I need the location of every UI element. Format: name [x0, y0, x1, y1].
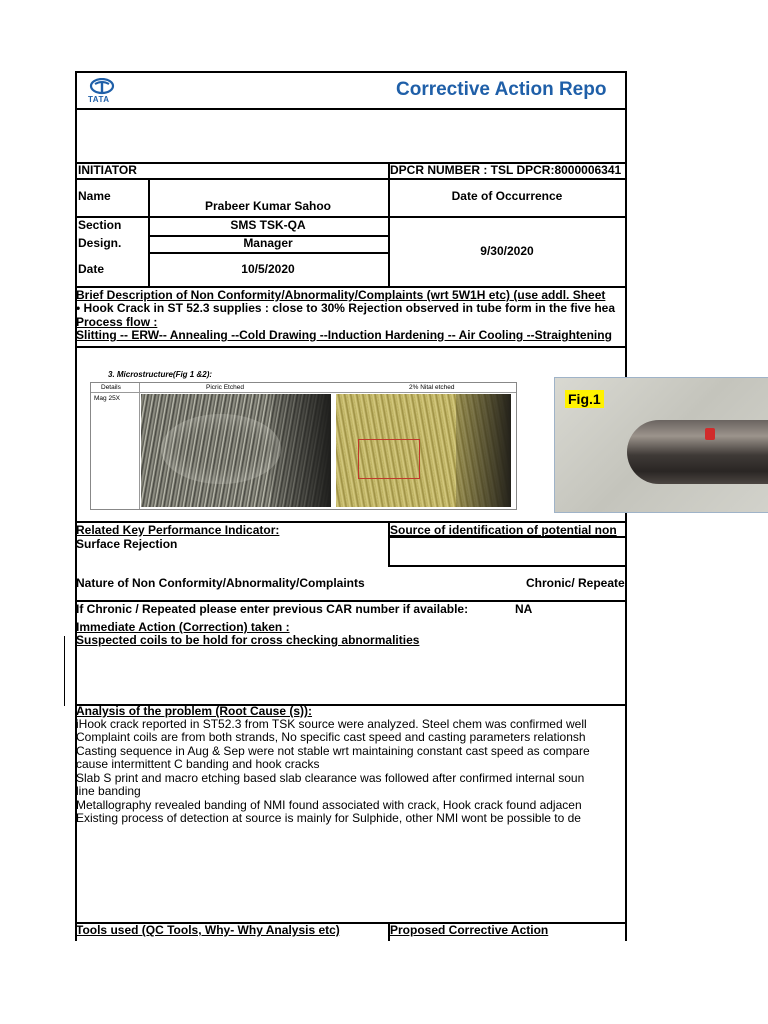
dpcr-number: DPCR NUMBER : TSL DPCR:8000006341: [390, 163, 622, 177]
immediate-action-value: Suspected coils to be hold for cross checking abnormalities: [76, 633, 420, 647]
analysis-line: Slab S print and macro etching based slab clearance was followed after confirmed internal soun: [76, 771, 585, 785]
previous-car-value: NA: [515, 602, 533, 616]
kpi-label: Related Key Performance Indicator:: [76, 523, 280, 537]
image-area-top-line: [75, 346, 627, 348]
analysis-line: Complaint coils are from both strands, No specific cast speed and casting parameters relationsh: [76, 730, 586, 744]
analysis-line: Casting sequence in Aug & Sep were not stable wrt maintaining constant cast speed as compare: [76, 744, 590, 758]
analysis-line: Metallography revealed banding of NMI found associated with crack, Hook crack found adjacen: [76, 798, 582, 812]
microstructure-figure: [90, 368, 520, 510]
immediate-action-heading: Immediate Action (Correction) taken :: [76, 620, 290, 634]
kpi-source-bottom-line: [388, 565, 627, 567]
name-value: Prabeer Kumar Sahoo: [204, 199, 332, 213]
section-label: Section: [78, 218, 122, 232]
fig1-photo: [554, 377, 768, 513]
process-flow-text: Slitting -- ERW-- Annealing --Cold Drawing --Induction Hardening -- Air Cooling --Straightening: [76, 328, 612, 342]
fig1-label: Fig.1: [565, 390, 604, 408]
microstructure-table: [90, 382, 517, 510]
analysis-heading: Analysis of the problem (Root Cause (s)):: [76, 704, 313, 718]
initiator-label: INITIATOR: [78, 163, 137, 177]
previous-car-label: If Chronic / Repeated please enter previous CAR number if available:: [76, 602, 469, 616]
top-border: [75, 71, 627, 73]
nature-value: Chronic/ Repeate: [526, 576, 625, 590]
proposed-corrective-action-label: Proposed Corrective Action: [390, 923, 549, 937]
analysis-line: cause intermittent C banding and hook cracks: [76, 757, 320, 771]
date-of-occurrence-label: Date of Occurrence: [451, 189, 563, 203]
analysis-line: iHook crack reported in ST52.3 from TSK source were analyzed. Steel chem was confirmed well: [76, 717, 587, 731]
picric-etched-micrograph: [141, 394, 331, 507]
name-row-bottom-line: [75, 216, 627, 218]
brief-heading: Brief Description of Non Conformity/Abnormality/Complaints (wrt 5W1H etc) (use addl. Sheet: [76, 288, 606, 302]
tata-logo: [86, 78, 118, 106]
margin-mark: [64, 636, 65, 706]
date-label: Date: [78, 262, 105, 276]
logo-text: TATA: [88, 95, 110, 104]
design-value: Manager: [243, 236, 293, 250]
design-row-bottom-line: [148, 252, 388, 254]
initiator-bottom-line: [75, 178, 627, 180]
details-column-header: Details: [101, 384, 121, 391]
initiator-divider: [388, 162, 390, 286]
source-identification-label: Source of identification of potential non: [390, 523, 617, 537]
occurrence-date-value: 9/30/2020: [480, 244, 534, 258]
name-label: Name: [78, 189, 111, 203]
analysis-line: line banding: [76, 784, 141, 798]
section-value: SMS TSK-QA: [230, 218, 306, 232]
microstructure-title: 3. Microstructure(Fig 1 &2):: [108, 370, 213, 379]
brief-line-1: • Hook Crack in ST 52.3 supplies : close to 30% Rejection observed in tube form in the five hea: [76, 301, 616, 315]
header-bottom-line: [75, 108, 627, 110]
date-value: 10/5/2020: [241, 262, 295, 276]
nital-etched-micrograph: [336, 394, 511, 507]
design-label: Design.: [78, 236, 122, 250]
tube-sample-image: [627, 420, 768, 484]
nature-label: Nature of Non Conformity/Abnormality/Complaints: [76, 576, 365, 590]
magnification-label: Mag 25X: [94, 395, 121, 402]
nital-column-header: 2% Nital etched: [409, 384, 455, 391]
analysis-line: Existing process of detection at source is mainly for Sulphide, other NMI wont be possible to de: [76, 811, 581, 825]
picric-column-header: Picric Etched: [206, 384, 244, 391]
page-title: Corrective Action Repo: [396, 79, 607, 100]
process-flow-heading: Process flow :: [76, 315, 158, 329]
kpi-value: Surface Rejection: [76, 537, 178, 551]
tools-used-label: Tools used (QC Tools, Why- Why Analysis etc): [76, 923, 340, 937]
